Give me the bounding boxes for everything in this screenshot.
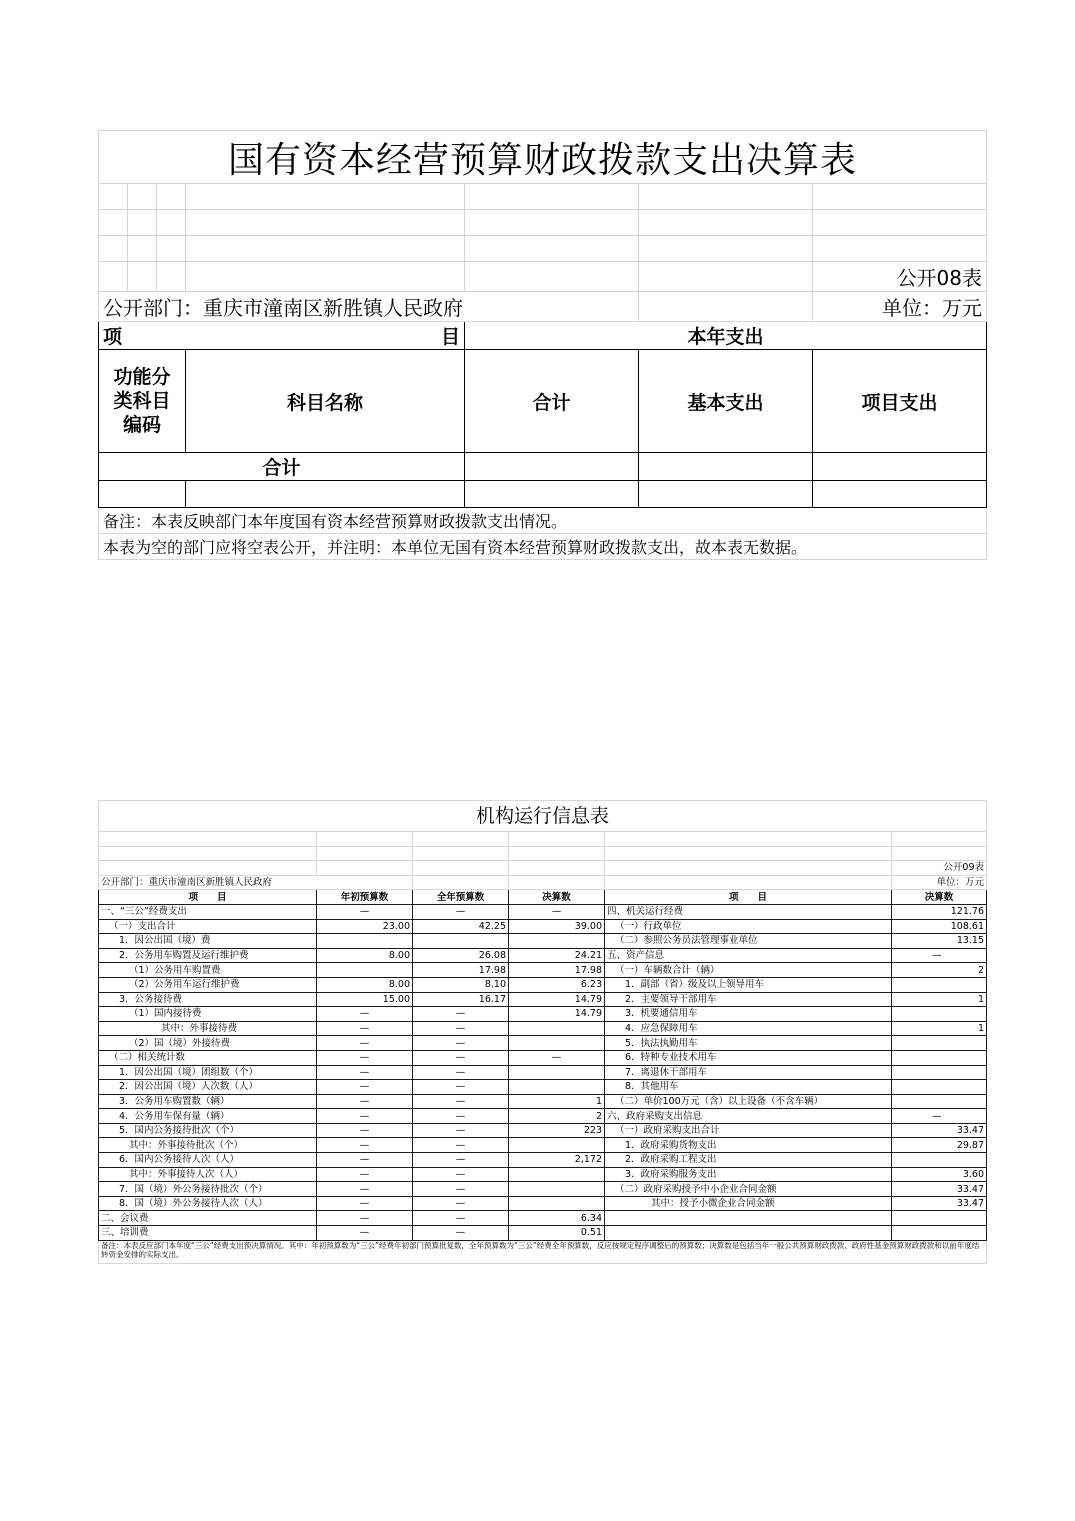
cell-final: 17.98 — [509, 963, 605, 978]
cell-final-right: 2 — [892, 963, 987, 978]
cell-final: 6.34 — [509, 1211, 605, 1226]
row-label-right: （一）政府采购支出合计 — [605, 1123, 892, 1138]
cell-final-right — [892, 1226, 987, 1241]
header-final-right: 决算数 — [892, 890, 987, 905]
row-label-left: 一、“三公”经费支出 — [99, 904, 317, 919]
row-label-left: 1．因公出国（境）费 — [99, 934, 317, 949]
cell-annual: — — [413, 1211, 509, 1226]
cell-final-right: 29.87 — [892, 1138, 987, 1153]
row-label-right: 2．主要领导干部用车 — [605, 992, 892, 1007]
table-08-form-no: 公开08表 — [813, 262, 987, 292]
cell-final — [509, 1167, 605, 1182]
row-label-right: 1．政府采购货物支出 — [605, 1138, 892, 1153]
cell-final-right: 108.61 — [892, 919, 987, 934]
header-item-right: 项 目 — [605, 890, 892, 905]
cell-initial: — — [317, 1094, 413, 1109]
cell-final: 24.21 — [509, 948, 605, 963]
cell-annual: — — [413, 904, 509, 919]
row-label-left: 3．公务接待费 — [99, 992, 317, 1007]
cell-final — [509, 1021, 605, 1036]
table-08-unit: 单位：万元 — [813, 292, 987, 322]
table-09-unit: 单位：万元 — [892, 875, 987, 890]
cell-final-right: 33.47 — [892, 1123, 987, 1138]
cell-final: 14.79 — [509, 992, 605, 1007]
row-label-right: 4．应急保障用车 — [605, 1021, 892, 1036]
cell-annual: 26.08 — [413, 948, 509, 963]
header-item — [99, 322, 465, 350]
row-label-right — [605, 1211, 892, 1226]
table-row — [99, 1196, 987, 1211]
row-label-left: 其中：外事接待人次（人） — [99, 1167, 317, 1182]
cell-final — [509, 934, 605, 949]
cell-annual: — — [413, 1007, 509, 1022]
row-label-right: （一）行政单位 — [605, 919, 892, 934]
cell-final-right — [892, 977, 987, 992]
table-09 — [98, 800, 987, 1264]
cell-final-right — [892, 1007, 987, 1022]
cell-final-right — [892, 1094, 987, 1109]
row-label-left: （一）支出合计 — [99, 919, 317, 934]
row-label-left: 二、会议费 — [99, 1211, 317, 1226]
row-label-left: 4．公务用车保有量（辆） — [99, 1109, 317, 1124]
table-row — [99, 904, 987, 919]
header-year-expense: 本年支出 — [465, 322, 987, 350]
cell-final: 223 — [509, 1123, 605, 1138]
cell-final — [509, 1036, 605, 1051]
cell-final: 14.79 — [509, 1007, 605, 1022]
table-row — [99, 1021, 987, 1036]
cell-annual: — — [413, 1065, 509, 1080]
table-row — [99, 1080, 987, 1095]
table-08-department: 公开部门：重庆市潼南区新胜镇人民政府 — [99, 292, 639, 322]
row-label-right: 六、政府采购支出信息 — [605, 1109, 892, 1124]
row-label-right: （一）车辆数合计（辆） — [605, 963, 892, 978]
row-label-left: 8．国（境）外公务接待人次（人） — [99, 1196, 317, 1211]
row-label-left: 其中：外事接待批次（个） — [99, 1138, 317, 1153]
table-08-note-1: 备注：本表反映部门本年度国有资本经营预算财政拨款支出情况。 — [99, 508, 987, 534]
cell-initial: — — [317, 1182, 413, 1197]
table-row — [99, 1065, 987, 1080]
cell-initial: — — [317, 1080, 413, 1095]
cell-final: 6.23 — [509, 977, 605, 992]
cell-final-right — [892, 1050, 987, 1065]
cell-final-right: 33.47 — [892, 1196, 987, 1211]
row-label-left: 5．国内公务接待批次（个） — [99, 1123, 317, 1138]
row-label-right: （二）政府采购授予中小企业合同金额 — [605, 1182, 892, 1197]
cell-final: — — [509, 904, 605, 919]
row-label-right: 1．副部（省）级及以上领导用车 — [605, 977, 892, 992]
table-row — [99, 1050, 987, 1065]
cell-final-right — [892, 1036, 987, 1051]
table-row — [99, 1036, 987, 1051]
row-label-left: （2）国（境）外接待费 — [99, 1036, 317, 1051]
row-label-right: 7．离退休干部用车 — [605, 1065, 892, 1080]
cell-final: 39.00 — [509, 919, 605, 934]
cell-final-right — [892, 1080, 987, 1095]
cell-final — [509, 1196, 605, 1211]
cell-initial: — — [317, 1153, 413, 1168]
cell-final-right — [892, 1211, 987, 1226]
cell-annual: 42.25 — [413, 919, 509, 934]
row-label-left: 1．因公出国（境）团组数（个） — [99, 1065, 317, 1080]
table-row — [99, 1138, 987, 1153]
row-label-left: 7．国（境）外公务接待批次（个） — [99, 1182, 317, 1197]
cell-final-right: 13.15 — [892, 934, 987, 949]
cell-final-right: — — [892, 1109, 987, 1124]
row-label-right — [605, 1226, 892, 1241]
cell-annual: — — [413, 1167, 509, 1182]
cell-final: 2,172 — [509, 1153, 605, 1168]
row-label-right: 5．执法执勤用车 — [605, 1036, 892, 1051]
cell-initial: — — [317, 1123, 413, 1138]
header-item-left: 项 — [103, 326, 123, 348]
cell-final-right: 1 — [892, 1021, 987, 1036]
cell-initial: — — [317, 1050, 413, 1065]
table-08 — [98, 130, 987, 560]
header-item-left: 项 目 — [99, 890, 317, 905]
cell-annual: — — [413, 1182, 509, 1197]
table-row — [99, 963, 987, 978]
row-label-left: 6．国内公务接待人次（人） — [99, 1153, 317, 1168]
cell-initial: — — [317, 1036, 413, 1051]
col-function-code: 功能分类科目编码 — [99, 350, 186, 453]
cell-annual: — — [413, 1109, 509, 1124]
cell-final: — — [509, 1050, 605, 1065]
row-label-right: 3．机要通信用车 — [605, 1007, 892, 1022]
row-label-right: （二）单价100万元（含）以上设备（不含车辆） — [605, 1094, 892, 1109]
cell-initial: — — [317, 1138, 413, 1153]
header-initial-budget: 年初预算数 — [317, 890, 413, 905]
cell-annual: — — [413, 1021, 509, 1036]
table-row — [99, 1153, 987, 1168]
cell-annual — [413, 934, 509, 949]
row-label-left: 其中：外事接待费 — [99, 1021, 317, 1036]
cell-final-right: 33.47 — [892, 1182, 987, 1197]
row-label-right: 四、机关运行经费 — [605, 904, 892, 919]
table-row — [99, 948, 987, 963]
row-label-left: （2）公务用车运行维护费 — [99, 977, 317, 992]
row-label-left: 2．因公出国（境）人次数（人） — [99, 1080, 317, 1095]
cell-final-right: 121.76 — [892, 904, 987, 919]
cell-initial: — — [317, 1196, 413, 1211]
cell-annual: — — [413, 1153, 509, 1168]
cell-initial: — — [317, 1167, 413, 1182]
total-row-label: 合计 — [99, 453, 465, 481]
cell-initial: — — [317, 1021, 413, 1036]
cell-initial: 15.00 — [317, 992, 413, 1007]
cell-final: 1 — [509, 1094, 605, 1109]
table-09-note: 备注：本表反应部门本年度“三公”经费支出预决算情况。其中：年初预算数为“三公”经费年初部门预算批复数，全年预算数为“三公”经费全年预算数，反应按规定程序调整后的预算数；决算数是包括当年一般公共预算财政拨款、政府性基金预算财政拨款和以前年度结转资金安排的实际支出。 — [99, 1240, 987, 1263]
cell-initial: 8.00 — [317, 977, 413, 992]
row-label-left: （1）公务用车购置费 — [99, 963, 317, 978]
table-row — [99, 1182, 987, 1197]
row-label-right: 8．其他用车 — [605, 1080, 892, 1095]
row-label-right: 2．政府采购工程支出 — [605, 1153, 892, 1168]
row-label-left: 三、培训费 — [99, 1226, 317, 1241]
row-label-right: 其中：授予小微企业合同金额 — [605, 1196, 892, 1211]
cell-final-right — [892, 1065, 987, 1080]
table-row — [99, 1109, 987, 1124]
table-row — [99, 977, 987, 992]
table-row — [99, 1167, 987, 1182]
cell-initial: — — [317, 1211, 413, 1226]
cell-annual: — — [413, 1050, 509, 1065]
row-label-right: 3．政府采购服务支出 — [605, 1167, 892, 1182]
row-label-left: （二）相关统计数 — [99, 1050, 317, 1065]
cell-annual: 16.17 — [413, 992, 509, 1007]
cell-initial: — — [317, 1007, 413, 1022]
table-08-note-2: 本表为空的部门应将空表公开，并注明：本单位无国有资本经营预算财政拨款支出，故本表无数据。 — [99, 534, 987, 560]
cell-final-right: 1 — [892, 992, 987, 1007]
table-08-title: 国有资本经营预算财政拨款支出决算表 — [99, 131, 987, 184]
row-label-right: 6．特种专业技术用车 — [605, 1050, 892, 1065]
table-row — [99, 1007, 987, 1022]
cell-initial: 23.00 — [317, 919, 413, 934]
cell-final — [509, 1065, 605, 1080]
table-row — [99, 1094, 987, 1109]
table-row — [99, 1211, 987, 1226]
row-label-right: （二）参照公务员法管理事业单位 — [605, 934, 892, 949]
table-row — [99, 934, 987, 949]
cell-initial: — — [317, 1109, 413, 1124]
cell-final — [509, 1080, 605, 1095]
cell-annual: 17.98 — [413, 963, 509, 978]
cell-initial: — — [317, 904, 413, 919]
cell-annual: — — [413, 1080, 509, 1095]
cell-annual: — — [413, 1226, 509, 1241]
table-row — [99, 1226, 987, 1241]
col-total: 合计 — [465, 350, 639, 453]
row-label-right: 五、资产信息 — [605, 948, 892, 963]
header-annual-budget: 全年预算数 — [413, 890, 509, 905]
cell-final: 2 — [509, 1109, 605, 1124]
cell-annual: — — [413, 1196, 509, 1211]
cell-final — [509, 1182, 605, 1197]
cell-annual: — — [413, 1138, 509, 1153]
row-label-left: 3．公务用车购置数（辆） — [99, 1094, 317, 1109]
cell-annual: — — [413, 1094, 509, 1109]
row-label-left: （1）国内接待费 — [99, 1007, 317, 1022]
table-09-title: 机构运行信息表 — [99, 801, 987, 832]
table-09-department: 公开部门：重庆市潼南区新胜镇人民政府 — [99, 875, 413, 890]
cell-annual: — — [413, 1123, 509, 1138]
table-row — [99, 1123, 987, 1138]
table-row — [99, 919, 987, 934]
col-basic-expense: 基本支出 — [639, 350, 813, 453]
cell-final-right: — — [892, 948, 987, 963]
row-label-left: 2．公务用车购置及运行维护费 — [99, 948, 317, 963]
cell-initial: — — [317, 1065, 413, 1080]
cell-initial — [317, 963, 413, 978]
col-subject-name: 科目名称 — [186, 350, 465, 453]
col-project-expense: 项目支出 — [813, 350, 987, 453]
cell-annual: 8.10 — [413, 977, 509, 992]
table-row — [99, 992, 987, 1007]
cell-final-right — [892, 1153, 987, 1168]
cell-initial: — — [317, 1226, 413, 1241]
cell-final-right: 3.60 — [892, 1167, 987, 1182]
cell-annual: — — [413, 1036, 509, 1051]
cell-initial: 8.00 — [317, 948, 413, 963]
header-final-left: 决算数 — [509, 890, 605, 905]
cell-final — [509, 1138, 605, 1153]
cell-initial — [317, 934, 413, 949]
cell-final: 0.51 — [509, 1226, 605, 1241]
header-item-right: 目 — [440, 326, 460, 348]
table-09-form-no: 公开09表 — [892, 861, 987, 876]
